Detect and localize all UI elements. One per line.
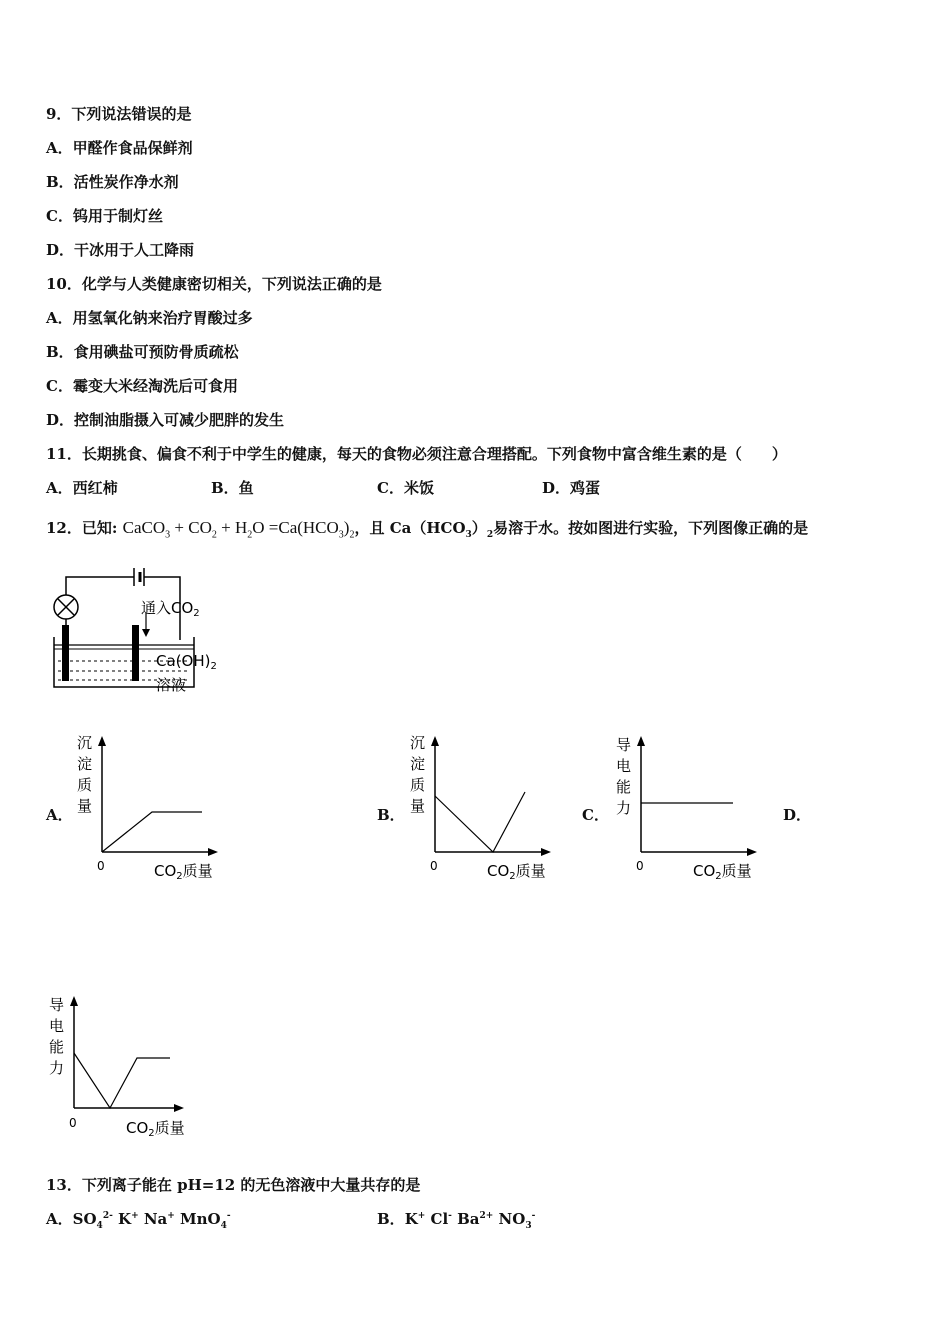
solution-label: $Ca(OH)_2$	[156, 652, 217, 672]
q11-option-a: A．西红柿	[46, 479, 118, 497]
chart-d-origin: 0	[69, 1116, 77, 1130]
q11-option-b: B．鱼	[211, 479, 254, 497]
chart-b-label: B．	[377, 806, 405, 824]
chart-c-label: C．	[582, 806, 609, 824]
q13-option-b: B．K+ Cl- $Ba^{2+}$ $NO_3^-$	[377, 1210, 536, 1231]
q11-option-c: C．米饭	[377, 479, 434, 497]
chart-a-ylabel-4: 量	[77, 797, 93, 815]
q9-option-b: B．活性炭作净水剂	[46, 173, 179, 191]
q10-option-b: B．食用碘盐可预防骨质疏松	[46, 343, 239, 361]
chart-a-origin: 0	[97, 859, 105, 873]
chart-c-ylabel-2: 电	[616, 757, 632, 775]
q11-stem: 11．长期挑食、偏食不利于中学生的健康，每天的食物必须注意合理搭配。下列食物中富含维生素的是（ ）	[46, 445, 787, 463]
q13-option-a: A．$SO_4^{2-}$ K+ Na+ MnO$_4$-	[46, 1210, 231, 1231]
chart-c	[611, 730, 771, 885]
q10-option-c: C．霉变大米经淘洗后可食用	[46, 377, 238, 395]
chart-d-xlabel: $CO_2$质量	[126, 1119, 185, 1139]
chart-b-ylabel-4: 量	[410, 797, 426, 815]
chart-d-ylabel-4: 力	[49, 1059, 65, 1077]
gas-label: 通入$CO_2$	[141, 599, 200, 619]
q12-prefix: 12．已知:	[46, 519, 118, 537]
q12-suffix-a: ，且 Ca（HCO	[354, 519, 466, 537]
chart-c-ylabel-1: 导	[616, 736, 632, 754]
chart-d-series-line	[74, 1053, 170, 1108]
q13-stem: 13．下列离子能在 pH=12 的无色溶液中大量共存的是	[46, 1176, 421, 1194]
chart-c-xlabel: $CO_2$质量	[693, 862, 752, 882]
chart-b-xlabel: $CO_2$质量	[487, 862, 546, 882]
chart-a-label: A．	[46, 806, 73, 824]
q9-option-a: A．甲醛作食品保鲜剂	[46, 139, 193, 157]
chart-a-series-line	[102, 812, 202, 852]
reaction-equation: CaCO$_3$ + $CO_2 + H_2O =Ca(HCO_3)_2$	[122, 518, 355, 541]
chart-d-ylabel-3: 能	[49, 1038, 65, 1056]
chart-d	[44, 990, 204, 1145]
chart-b-ylabel-2: 淀	[410, 755, 426, 773]
chart-a-ylabel-2: 淀	[77, 755, 93, 773]
q9-option-c: C．钨用于制灯丝	[46, 207, 163, 225]
chart-c-origin: 0	[636, 859, 644, 873]
chart-a	[72, 730, 232, 885]
chart-b-ylabel-3: 质	[410, 776, 426, 794]
chart-c-ylabel-4: 力	[616, 799, 632, 817]
chart-d-label: D．	[783, 806, 812, 824]
q9-option-d: D．干冰用于人工降雨	[46, 241, 195, 259]
chart-b-origin: 0	[430, 859, 438, 873]
experiment-apparatus	[44, 565, 234, 700]
q9-stem: 9．下列说法错误的是	[46, 105, 192, 123]
q12-suffix-b: ）	[471, 519, 487, 537]
chart-d-ylabel-1: 导	[49, 996, 65, 1014]
q10-option-d: D．控制油脂摄入可减少肥胖的发生	[46, 411, 285, 429]
chart-a-xlabel: $CO_2$质量	[154, 862, 213, 882]
chart-b-series-line	[435, 792, 525, 852]
q11-option-d: D．鸡蛋	[542, 479, 601, 497]
chart-b	[405, 730, 565, 885]
solution-label-2: 溶液	[156, 676, 187, 694]
chart-a-ylabel-3: 质	[77, 776, 93, 794]
q12-stem: 12．已知: CaCO$_3$ + $CO_2 + H_2O =Ca(HCO_3)_2$，且 $Ca(HCO_3)_2$易溶于水。按如图进行实验，下列图像正确的是	[46, 518, 809, 541]
q10-stem: 10．化学与人类健康密切相关，下列说法正确的是	[46, 275, 382, 293]
chart-c-ylabel-3: 能	[616, 778, 632, 796]
chart-a-ylabel-1: 沉	[77, 734, 93, 752]
q10-option-a: A．用氢氧化钠来治疗胃酸过多	[46, 309, 253, 327]
q12-suffix-c: 易溶于水。按如图进行实验，下列图像正确的是	[493, 519, 809, 537]
chart-b-ylabel-1: 沉	[410, 734, 426, 752]
chart-d-ylabel-2: 电	[49, 1017, 65, 1035]
